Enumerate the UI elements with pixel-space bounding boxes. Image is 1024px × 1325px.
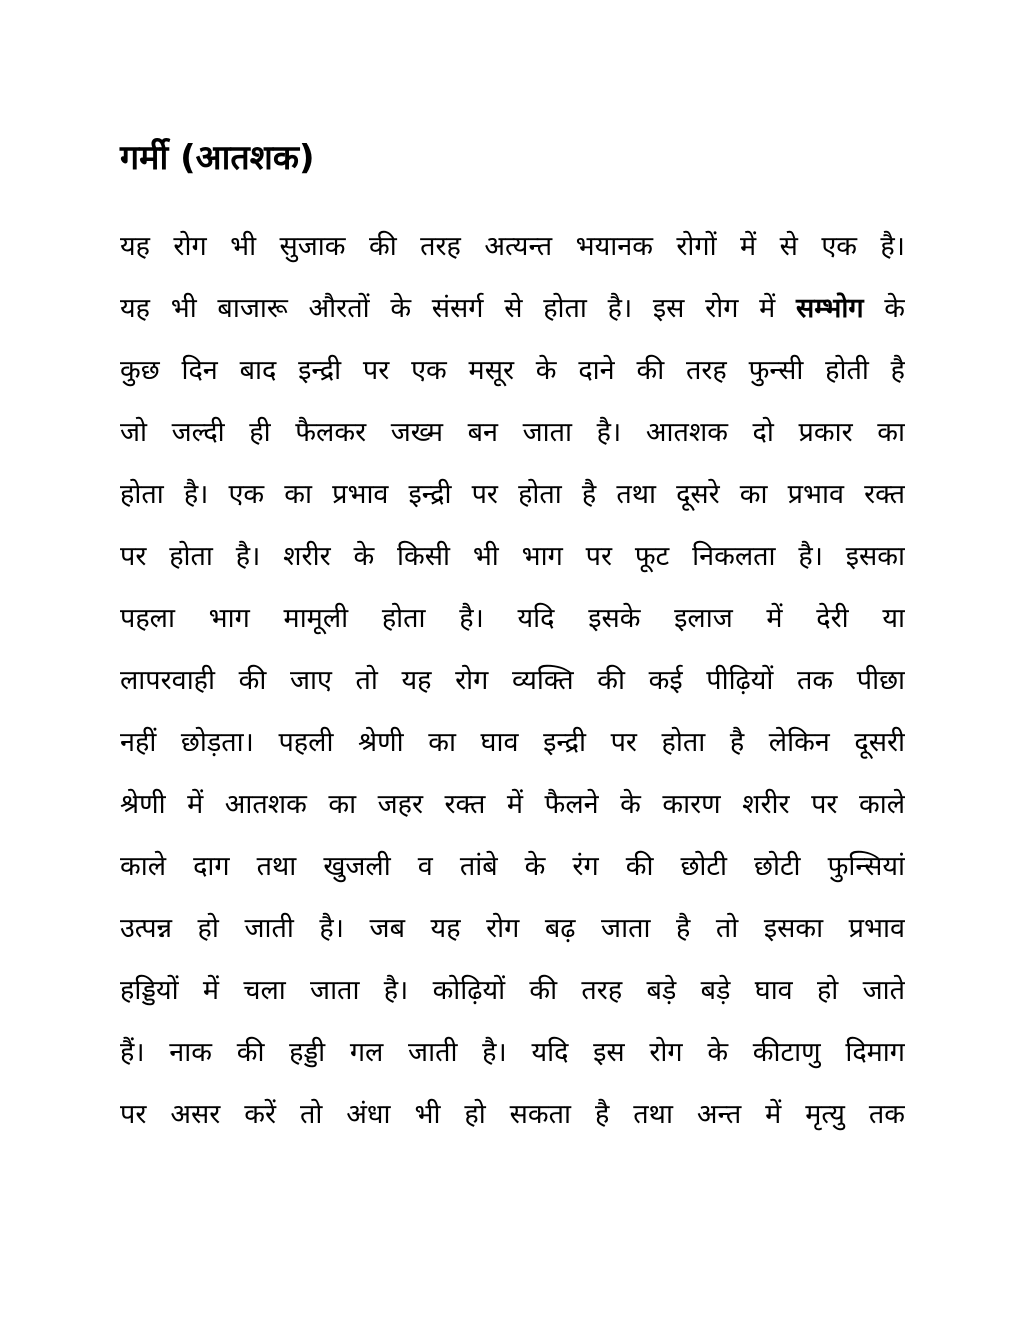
- text-span: यह भी बाजारू औरतों के संसर्ग से होता है। इस रोग में: [120, 293, 796, 324]
- text-line: पर होता है। शरीर के किसी भी भाग पर फूट निकलता है। इसका: [120, 541, 905, 572]
- text-line: जो जल्दी ही फैलकर जख्म बन जाता है। आतशक दो प्रकार का: [120, 417, 905, 448]
- text-line: पर असर करें तो अंधा भी हो सकता है तथा अन्त में मृत्यु तक: [120, 1099, 905, 1130]
- text-line: हड्डियों में चला जाता है। कोढ़ियों की तरह बड़े बड़े घाव हो जाते: [120, 975, 905, 1006]
- text-line: होता है। एक का प्रभाव इन्द्री पर होता है तथा दूसरे का प्रभाव रक्त: [120, 479, 905, 510]
- text-line: उत्पन्न हो जाती है। जब यह रोग बढ़ जाता है तो इसका प्रभाव: [120, 913, 905, 944]
- text-line: पहला भाग मामूली होता है। यदि इसके इलाज में देरी या: [120, 603, 905, 634]
- text-line: [120, 278, 905, 340]
- text-line: लापरवाही की जाए तो यह रोग व्यक्ति की कई पीढ़ियों तक पीछा: [120, 665, 905, 696]
- text-line: कुछ दिन बाद इन्द्री पर एक मसूर के दाने की तरह फुन्सी होती है: [120, 355, 905, 386]
- text-line: काले दाग तथा खुजली व तांबे के रंग की छोटी छोटी फुन्सियां: [120, 851, 905, 882]
- text-line: हैं। नाक की हड्डी गल जाती है। यदि इस रोग के कीटाणु दिमाग: [120, 1037, 905, 1068]
- body-text: [120, 216, 905, 1146]
- text-line: यह रोग भी सुजाक की तरह अत्यन्त भयानक रोगों में से एक है।: [120, 231, 905, 262]
- page-title: गर्मी (आतशक): [120, 138, 315, 178]
- text-line: नहीं छोड़ता। पहली श्रेणी का घाव इन्द्री पर होता है लेकिन दूसरी: [120, 727, 905, 758]
- text-span: के: [863, 293, 905, 324]
- text-line: श्रेणी में आतशक का जहर रक्त में फैलने के कारण शरीर पर काले: [120, 789, 905, 820]
- bold-word: सम्भोग: [796, 293, 864, 324]
